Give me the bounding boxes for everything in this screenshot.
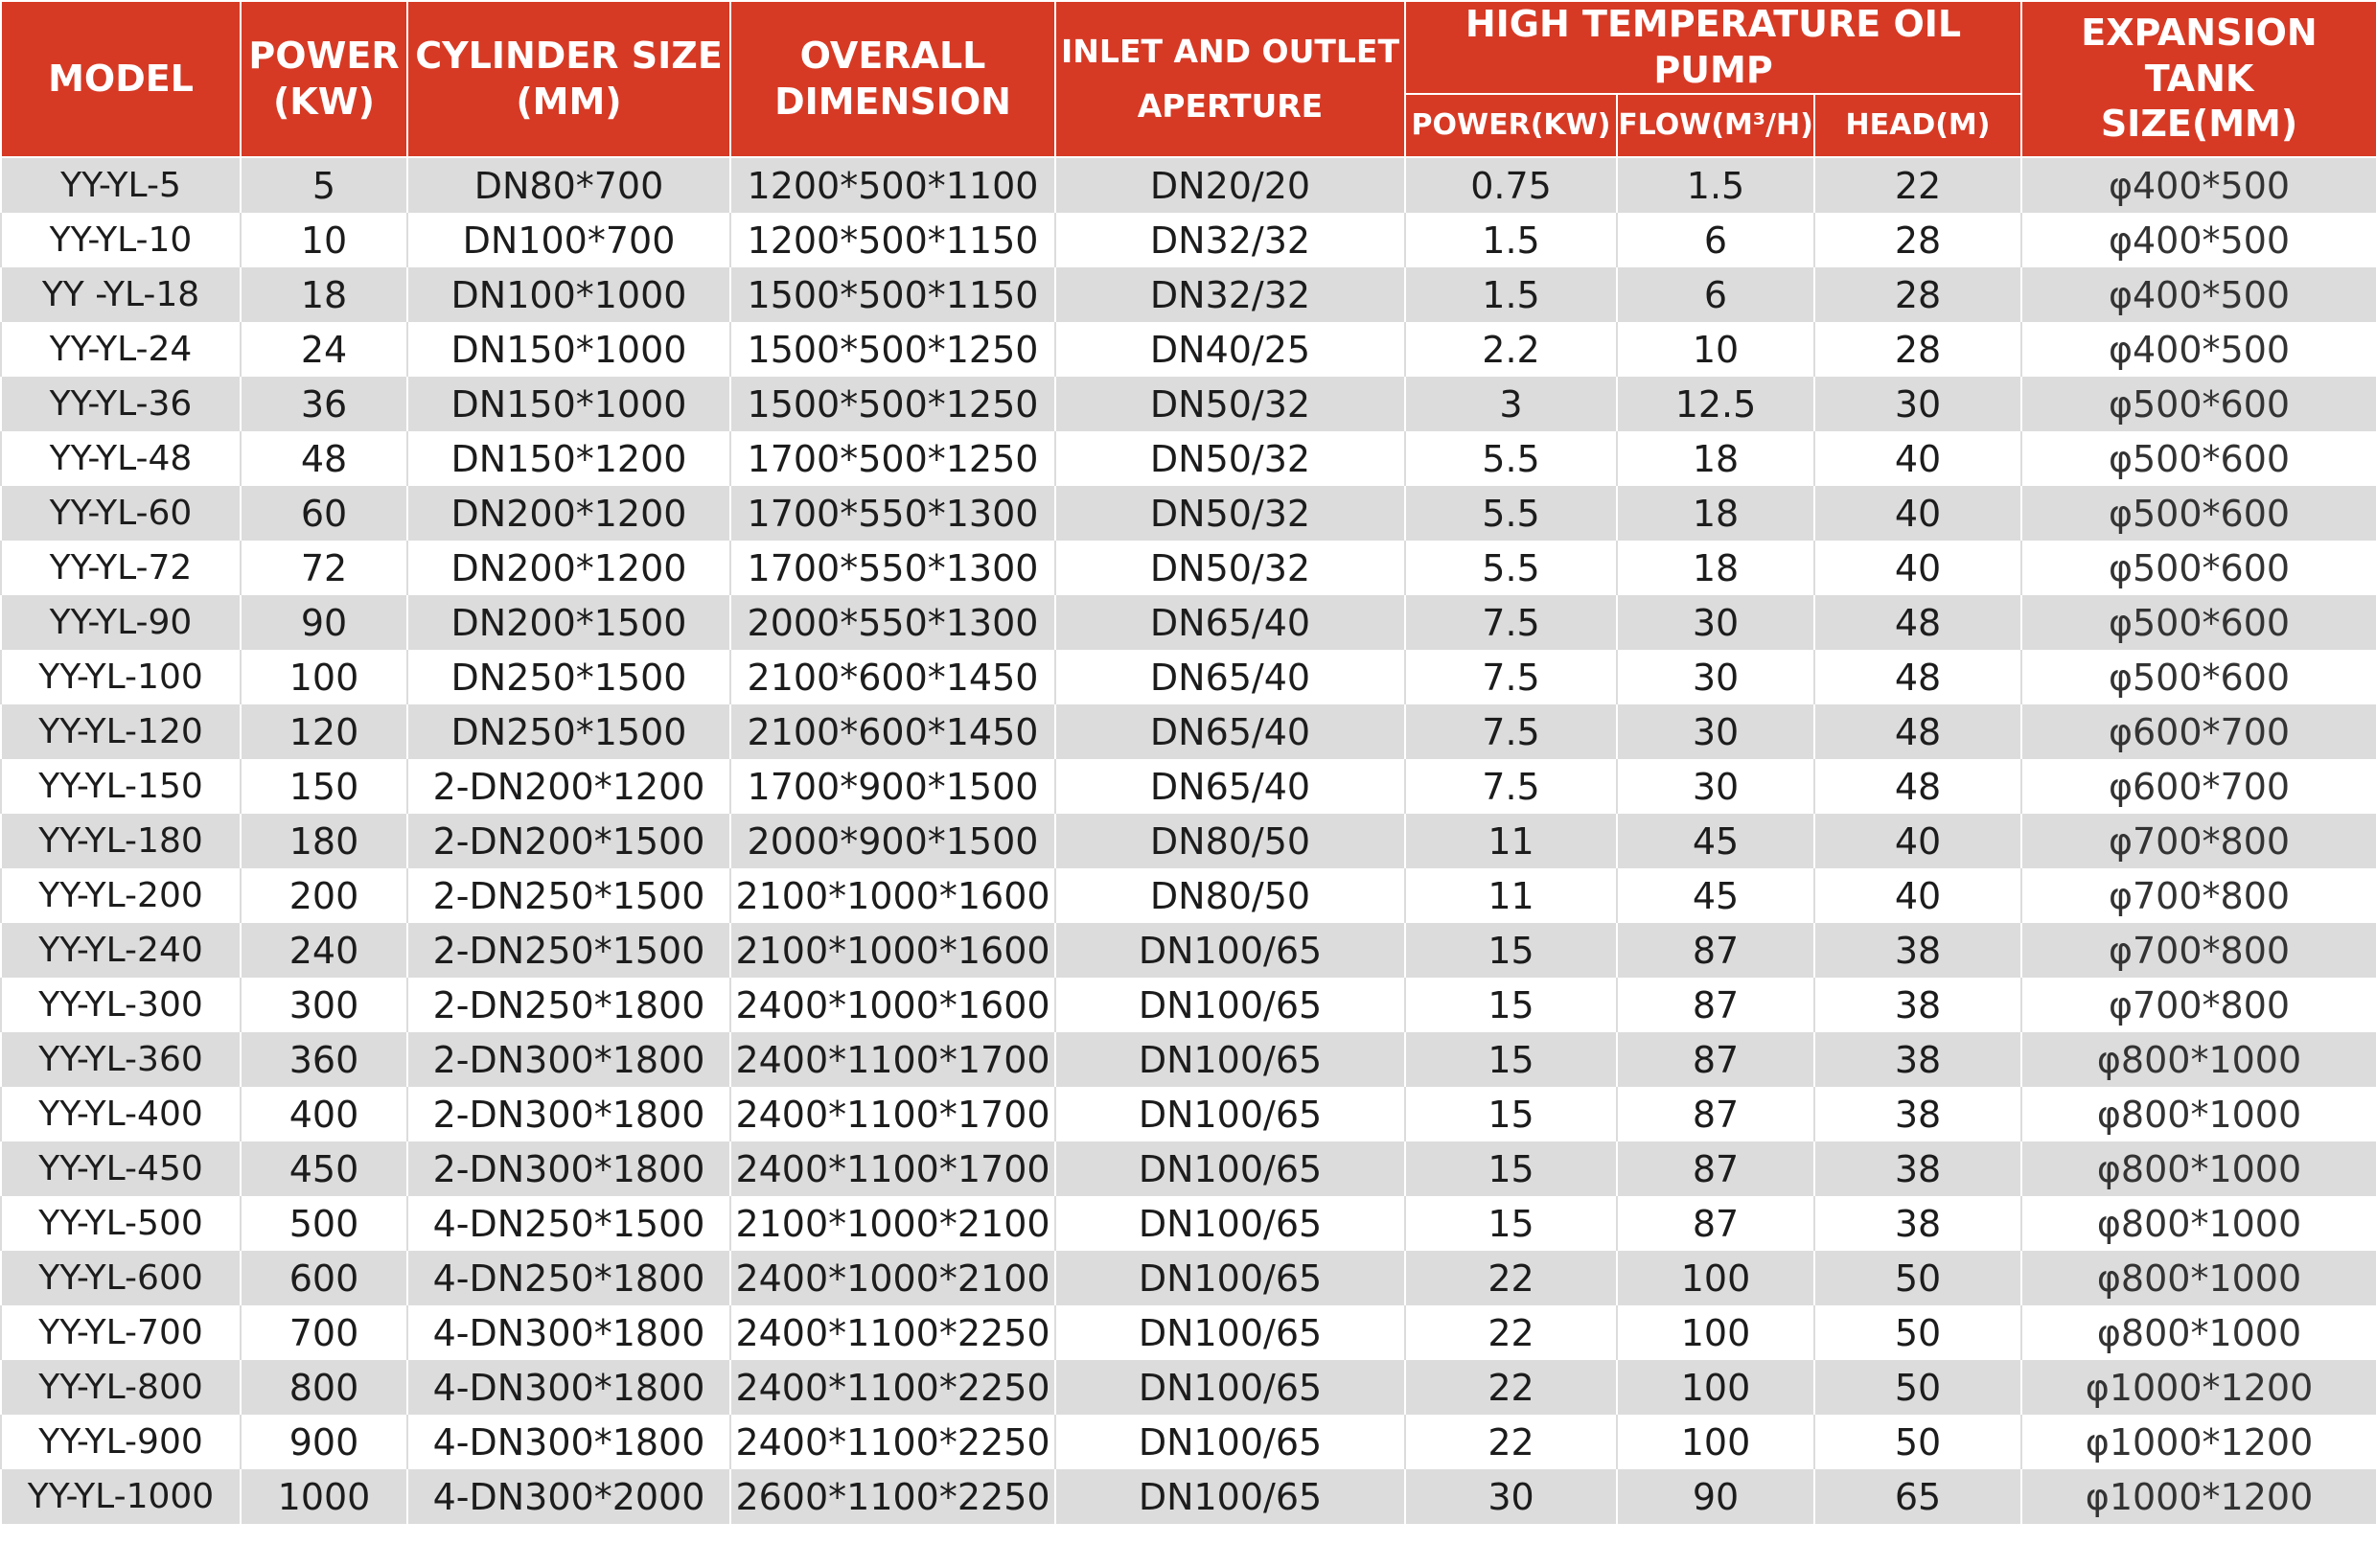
cell-pump-flow: 87	[1617, 978, 1814, 1032]
cell-pump-head: 50	[1814, 1251, 2021, 1305]
header-inlet-outlet-aperture: INLET AND OUTLET APERTURE	[1055, 1, 1405, 157]
header-oil-pump-group: HIGH TEMPERATURE OIL PUMP	[1405, 1, 2021, 94]
cell-power: 150	[241, 759, 407, 814]
cell-pump-head: 28	[1814, 267, 2021, 322]
table-row	[1, 486, 2376, 541]
cell-aperture: DN100/65	[1055, 978, 1405, 1032]
cell-pump-head: 30	[1814, 377, 2021, 431]
cell-pump-head: 38	[1814, 978, 2021, 1032]
cell-pump-head: 50	[1814, 1415, 2021, 1469]
cell-cylinder-size: DN100*700	[407, 213, 730, 267]
cell-pump-head: 65	[1814, 1469, 2021, 1524]
cell-pump-flow: 30	[1617, 759, 1814, 814]
cell-pump-power: 7.5	[1405, 650, 1617, 704]
cell-pump-power: 15	[1405, 1087, 1617, 1141]
cell-model: YY-YL-5	[1, 157, 241, 213]
table-row	[1, 759, 2376, 814]
cell-pump-flow: 100	[1617, 1415, 1814, 1469]
cell-pump-flow: 87	[1617, 1141, 1814, 1196]
cell-model: YY-YL-800	[1, 1360, 241, 1415]
cell-cylinder-size: 2-DN300*1800	[407, 1087, 730, 1141]
table-row	[1, 541, 2376, 595]
cell-tank-size: φ1000*1200	[2021, 1360, 2376, 1415]
cell-pump-power: 2.2	[1405, 322, 1617, 377]
cell-power: 900	[241, 1415, 407, 1469]
cell-pump-power: 3	[1405, 377, 1617, 431]
cell-pump-power: 15	[1405, 1196, 1617, 1251]
cell-pump-power: 22	[1405, 1360, 1617, 1415]
table-row	[1, 1087, 2376, 1141]
cell-pump-power: 1.5	[1405, 213, 1617, 267]
cell-pump-flow: 18	[1617, 486, 1814, 541]
header-pump-flow: FLOW(M³/H)	[1617, 94, 1814, 157]
cell-model: YY-YL-60	[1, 486, 241, 541]
cell-aperture: DN100/65	[1055, 923, 1405, 978]
cell-cylinder-size: 2-DN250*1800	[407, 978, 730, 1032]
cell-tank-size: φ400*500	[2021, 267, 2376, 322]
table-row	[1, 868, 2376, 923]
cell-pump-flow: 30	[1617, 595, 1814, 650]
table-row	[1, 814, 2376, 868]
cell-pump-power: 15	[1405, 1141, 1617, 1196]
cell-overall-dimension: 1200*500*1150	[730, 213, 1055, 267]
cell-pump-power: 15	[1405, 923, 1617, 978]
table-row	[1, 1360, 2376, 1415]
table-row	[1, 377, 2376, 431]
cell-tank-size: φ800*1000	[2021, 1141, 2376, 1196]
cell-pump-flow: 100	[1617, 1305, 1814, 1360]
table-row	[1, 923, 2376, 978]
table-row	[1, 1032, 2376, 1087]
cell-pump-power: 5.5	[1405, 541, 1617, 595]
cell-overall-dimension: 2400*1000*1600	[730, 978, 1055, 1032]
cell-tank-size: φ1000*1200	[2021, 1415, 2376, 1469]
cell-power: 300	[241, 978, 407, 1032]
cell-aperture: DN50/32	[1055, 377, 1405, 431]
header-overall-dimension: OVERALL DIMENSION	[730, 1, 1055, 157]
cell-tank-size: φ800*1000	[2021, 1196, 2376, 1251]
cell-model: YY-YL-240	[1, 923, 241, 978]
table-row	[1, 1469, 2376, 1524]
cell-power: 500	[241, 1196, 407, 1251]
table-row	[1, 431, 2376, 486]
cell-pump-power: 22	[1405, 1415, 1617, 1469]
cell-pump-head: 40	[1814, 541, 2021, 595]
cell-cylinder-size: DN100*1000	[407, 267, 730, 322]
cell-pump-flow: 87	[1617, 1196, 1814, 1251]
cell-tank-size: φ400*500	[2021, 213, 2376, 267]
cell-aperture: DN100/65	[1055, 1251, 1405, 1305]
cell-pump-power: 22	[1405, 1251, 1617, 1305]
cell-cylinder-size: 2-DN300*1800	[407, 1141, 730, 1196]
cell-tank-size: φ800*1000	[2021, 1251, 2376, 1305]
cell-cylinder-size: 2-DN250*1500	[407, 923, 730, 978]
cell-model: YY-YL-180	[1, 814, 241, 868]
cell-model: YY-YL-100	[1, 650, 241, 704]
table-row	[1, 1251, 2376, 1305]
cell-pump-head: 22	[1814, 157, 2021, 213]
cell-overall-dimension: 1700*900*1500	[730, 759, 1055, 814]
cell-cylinder-size: 4-DN300*1800	[407, 1305, 730, 1360]
cell-overall-dimension: 2400*1100*2250	[730, 1360, 1055, 1415]
header-pump-power: POWER(KW)	[1405, 94, 1617, 157]
cell-aperture: DN50/32	[1055, 486, 1405, 541]
cell-aperture: DN50/32	[1055, 431, 1405, 486]
cell-aperture: DN100/65	[1055, 1196, 1405, 1251]
table-row	[1, 213, 2376, 267]
cell-tank-size: φ700*800	[2021, 814, 2376, 868]
cell-pump-head: 50	[1814, 1360, 2021, 1415]
cell-overall-dimension: 2000*550*1300	[730, 595, 1055, 650]
cell-tank-size: φ500*600	[2021, 541, 2376, 595]
cell-cylinder-size: 2-DN200*1500	[407, 814, 730, 868]
cell-cylinder-size: 2-DN300*1800	[407, 1032, 730, 1087]
cell-cylinder-size: DN200*1500	[407, 595, 730, 650]
cell-cylinder-size: DN250*1500	[407, 650, 730, 704]
cell-pump-flow: 1.5	[1617, 157, 1814, 213]
cell-pump-head: 40	[1814, 814, 2021, 868]
cell-overall-dimension: 2100*600*1450	[730, 704, 1055, 759]
cell-pump-head: 28	[1814, 213, 2021, 267]
cell-pump-flow: 100	[1617, 1251, 1814, 1305]
cell-pump-flow: 90	[1617, 1469, 1814, 1524]
cell-power: 36	[241, 377, 407, 431]
cell-model: YY-YL-600	[1, 1251, 241, 1305]
cell-cylinder-size: DN150*1000	[407, 322, 730, 377]
cell-power: 600	[241, 1251, 407, 1305]
cell-pump-flow: 12.5	[1617, 377, 1814, 431]
cell-pump-power: 7.5	[1405, 595, 1617, 650]
cell-pump-head: 40	[1814, 486, 2021, 541]
table-row	[1, 1196, 2376, 1251]
cell-tank-size: φ700*800	[2021, 923, 2376, 978]
cell-power: 240	[241, 923, 407, 978]
cell-tank-size: φ800*1000	[2021, 1305, 2376, 1360]
cell-pump-power: 7.5	[1405, 759, 1617, 814]
cell-pump-head: 48	[1814, 704, 2021, 759]
cell-model: YY-YL-360	[1, 1032, 241, 1087]
cell-cylinder-size: 4-DN300*1800	[407, 1415, 730, 1469]
header-pump-head: HEAD(M)	[1814, 94, 2021, 157]
cell-model: YY-YL-450	[1, 1141, 241, 1196]
cell-pump-power: 15	[1405, 1032, 1617, 1087]
cell-pump-power: 5.5	[1405, 431, 1617, 486]
cell-tank-size: φ500*600	[2021, 431, 2376, 486]
cell-cylinder-size: 4-DN250*1800	[407, 1251, 730, 1305]
cell-pump-power: 11	[1405, 814, 1617, 868]
table-row	[1, 1141, 2376, 1196]
cell-power: 5	[241, 157, 407, 213]
cell-model: YY-YL-120	[1, 704, 241, 759]
cell-pump-head: 38	[1814, 1196, 2021, 1251]
cell-pump-power: 30	[1405, 1469, 1617, 1524]
cell-pump-flow: 6	[1617, 267, 1814, 322]
cell-model: YY-YL-300	[1, 978, 241, 1032]
cell-model: YY-YL-24	[1, 322, 241, 377]
header-model: MODEL	[1, 1, 241, 157]
cell-tank-size: φ500*600	[2021, 595, 2376, 650]
cell-aperture: DN100/65	[1055, 1032, 1405, 1087]
cell-cylinder-size: DN150*1200	[407, 431, 730, 486]
cell-aperture: DN65/40	[1055, 595, 1405, 650]
cell-cylinder-size: 2-DN200*1200	[407, 759, 730, 814]
table-row	[1, 267, 2376, 322]
cell-aperture: DN32/32	[1055, 267, 1405, 322]
cell-aperture: DN100/65	[1055, 1305, 1405, 1360]
cell-model: YY-YL-150	[1, 759, 241, 814]
cell-power: 450	[241, 1141, 407, 1196]
cell-power: 700	[241, 1305, 407, 1360]
header-power: POWER (KW)	[241, 1, 407, 157]
cell-model: YY-YL-200	[1, 868, 241, 923]
cell-model: YY-YL-90	[1, 595, 241, 650]
cell-overall-dimension: 2400*1000*2100	[730, 1251, 1055, 1305]
cell-aperture: DN20/20	[1055, 157, 1405, 213]
cell-overall-dimension: 1500*500*1150	[730, 267, 1055, 322]
cell-power: 1000	[241, 1469, 407, 1524]
cell-cylinder-size: DN200*1200	[407, 486, 730, 541]
cell-overall-dimension: 2100*1000*2100	[730, 1196, 1055, 1251]
cell-pump-flow: 87	[1617, 1032, 1814, 1087]
cell-cylinder-size: DN250*1500	[407, 704, 730, 759]
cell-aperture: DN100/65	[1055, 1360, 1405, 1415]
cell-power: 400	[241, 1087, 407, 1141]
cell-power: 72	[241, 541, 407, 595]
cell-pump-head: 38	[1814, 1141, 2021, 1196]
cell-pump-head: 28	[1814, 322, 2021, 377]
cell-pump-power: 22	[1405, 1305, 1617, 1360]
cell-aperture: DN32/32	[1055, 213, 1405, 267]
table-row	[1, 157, 2376, 213]
table-row	[1, 1305, 2376, 1360]
cell-pump-flow: 18	[1617, 541, 1814, 595]
cell-pump-flow: 45	[1617, 814, 1814, 868]
table-row	[1, 650, 2376, 704]
cell-aperture: DN50/32	[1055, 541, 1405, 595]
cell-power: 10	[241, 213, 407, 267]
cell-pump-head: 48	[1814, 595, 2021, 650]
cell-power: 800	[241, 1360, 407, 1415]
cell-tank-size: φ400*500	[2021, 157, 2376, 213]
cell-model: YY-YL-400	[1, 1087, 241, 1141]
cell-pump-power: 7.5	[1405, 704, 1617, 759]
cell-aperture: DN40/25	[1055, 322, 1405, 377]
cell-pump-flow: 30	[1617, 704, 1814, 759]
cell-pump-flow: 30	[1617, 650, 1814, 704]
cell-power: 360	[241, 1032, 407, 1087]
cell-tank-size: φ700*800	[2021, 868, 2376, 923]
cell-power: 100	[241, 650, 407, 704]
cell-tank-size: φ700*800	[2021, 978, 2376, 1032]
cell-tank-size: φ500*600	[2021, 650, 2376, 704]
cell-pump-head: 40	[1814, 868, 2021, 923]
cell-power: 120	[241, 704, 407, 759]
cell-overall-dimension: 1200*500*1100	[730, 157, 1055, 213]
cell-pump-head: 50	[1814, 1305, 2021, 1360]
cell-pump-flow: 87	[1617, 923, 1814, 978]
cell-model: YY-YL-72	[1, 541, 241, 595]
header-expansion-tank: EXPANSION TANK SIZE(MM)	[2021, 1, 2376, 157]
cell-model: YY-YL-500	[1, 1196, 241, 1251]
cell-overall-dimension: 2100*600*1450	[730, 650, 1055, 704]
cell-aperture: DN100/65	[1055, 1415, 1405, 1469]
header-cylinder-size: CYLINDER SIZE (MM)	[407, 1, 730, 157]
cell-cylinder-size: DN80*700	[407, 157, 730, 213]
cell-model: YY-YL-10	[1, 213, 241, 267]
cell-model: YY-YL-700	[1, 1305, 241, 1360]
cell-cylinder-size: 4-DN250*1500	[407, 1196, 730, 1251]
table-row	[1, 322, 2376, 377]
cell-aperture: DN65/40	[1055, 704, 1405, 759]
cell-pump-head: 38	[1814, 1087, 2021, 1141]
cell-tank-size: φ600*700	[2021, 704, 2376, 759]
cell-pump-flow: 87	[1617, 1087, 1814, 1141]
cell-tank-size: φ400*500	[2021, 322, 2376, 377]
cell-cylinder-size: DN150*1000	[407, 377, 730, 431]
cell-model: YY-YL-900	[1, 1415, 241, 1469]
cell-power: 90	[241, 595, 407, 650]
cell-pump-power: 11	[1405, 868, 1617, 923]
cell-aperture: DN100/65	[1055, 1469, 1405, 1524]
table-row	[1, 595, 2376, 650]
table-header	[1, 1, 2376, 157]
cell-cylinder-size: 4-DN300*2000	[407, 1469, 730, 1524]
cell-model: YY-YL-48	[1, 431, 241, 486]
cell-overall-dimension: 2000*900*1500	[730, 814, 1055, 868]
cell-overall-dimension: 1700*500*1250	[730, 431, 1055, 486]
cell-overall-dimension: 1700*550*1300	[730, 541, 1055, 595]
cell-pump-head: 48	[1814, 759, 2021, 814]
cell-pump-head: 48	[1814, 650, 2021, 704]
cell-cylinder-size: 2-DN250*1500	[407, 868, 730, 923]
cell-tank-size: φ600*700	[2021, 759, 2376, 814]
cell-overall-dimension: 2400*1100*2250	[730, 1415, 1055, 1469]
cell-cylinder-size: 4-DN300*1800	[407, 1360, 730, 1415]
cell-overall-dimension: 2400*1100*1700	[730, 1032, 1055, 1087]
cell-tank-size: φ800*1000	[2021, 1032, 2376, 1087]
cell-pump-power: 1.5	[1405, 267, 1617, 322]
cell-pump-flow: 18	[1617, 431, 1814, 486]
cell-power: 60	[241, 486, 407, 541]
cell-tank-size: φ500*600	[2021, 486, 2376, 541]
cell-overall-dimension: 1500*500*1250	[730, 322, 1055, 377]
cell-aperture: DN65/40	[1055, 759, 1405, 814]
cell-model: YY-YL-36	[1, 377, 241, 431]
cell-aperture: DN80/50	[1055, 814, 1405, 868]
table-body	[1, 157, 2376, 1524]
cell-aperture: DN100/65	[1055, 1087, 1405, 1141]
cell-power: 180	[241, 814, 407, 868]
table-row	[1, 704, 2376, 759]
cell-overall-dimension: 2400*1100*2250	[730, 1305, 1055, 1360]
cell-pump-head: 38	[1814, 1032, 2021, 1087]
cell-power: 48	[241, 431, 407, 486]
cell-aperture: DN80/50	[1055, 868, 1405, 923]
table-row	[1, 978, 2376, 1032]
cell-overall-dimension: 2100*1000*1600	[730, 923, 1055, 978]
cell-tank-size: φ500*600	[2021, 377, 2376, 431]
cell-pump-flow: 100	[1617, 1360, 1814, 1415]
cell-overall-dimension: 1700*550*1300	[730, 486, 1055, 541]
cell-tank-size: φ800*1000	[2021, 1087, 2376, 1141]
table-row	[1, 1415, 2376, 1469]
cell-aperture: DN65/40	[1055, 650, 1405, 704]
cell-cylinder-size: DN200*1200	[407, 541, 730, 595]
cell-pump-power: 5.5	[1405, 486, 1617, 541]
cell-pump-power: 15	[1405, 978, 1617, 1032]
cell-overall-dimension: 2400*1100*1700	[730, 1087, 1055, 1141]
cell-tank-size: φ1000*1200	[2021, 1469, 2376, 1524]
cell-pump-flow: 45	[1617, 868, 1814, 923]
cell-overall-dimension: 2100*1000*1600	[730, 868, 1055, 923]
cell-pump-flow: 6	[1617, 213, 1814, 267]
cell-aperture: DN100/65	[1055, 1141, 1405, 1196]
cell-pump-head: 40	[1814, 431, 2021, 486]
cell-power: 18	[241, 267, 407, 322]
cell-model: YY -YL-18	[1, 267, 241, 322]
cell-overall-dimension: 2600*1100*2250	[730, 1469, 1055, 1524]
cell-power: 24	[241, 322, 407, 377]
cell-pump-flow: 10	[1617, 322, 1814, 377]
cell-pump-head: 38	[1814, 923, 2021, 978]
cell-pump-power: 0.75	[1405, 157, 1617, 213]
cell-overall-dimension: 1500*500*1250	[730, 377, 1055, 431]
cell-model: YY-YL-1000	[1, 1469, 241, 1524]
cell-overall-dimension: 2400*1100*1700	[730, 1141, 1055, 1196]
cell-power: 200	[241, 868, 407, 923]
